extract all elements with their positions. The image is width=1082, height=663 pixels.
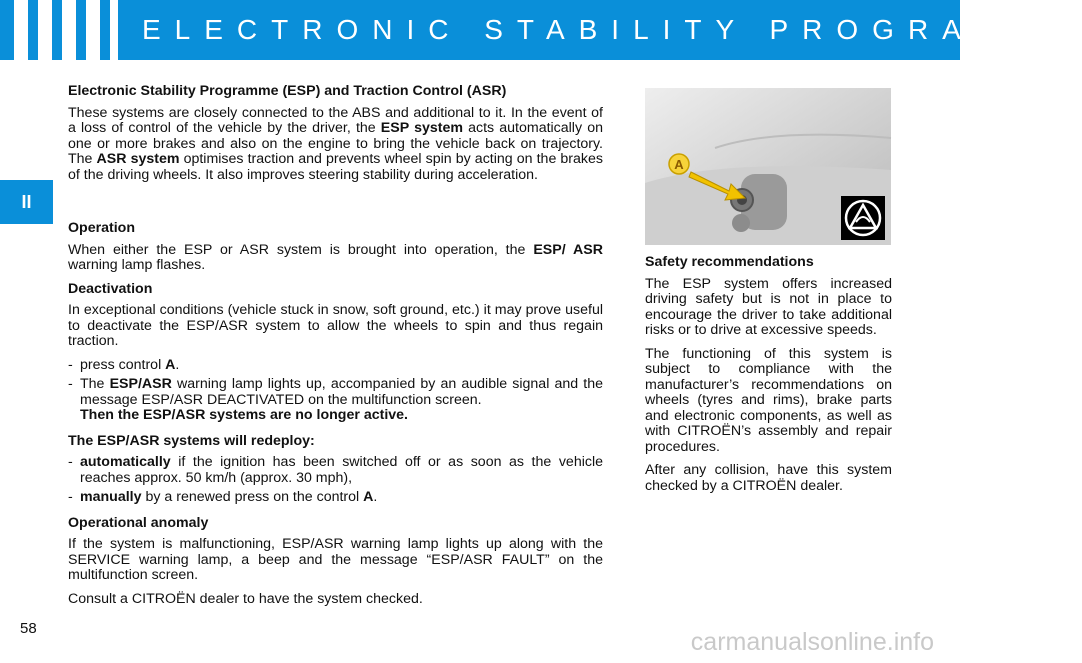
deactivation-paragraph: In exceptional conditions (vehicle stuck in snow, soft ground, etc.) it may prove useful to deactivate the ESP/ASR system to allow the wheels to spin and thus regain traction.	[68, 302, 603, 349]
safety-paragraph: The functioning of this system is subject to compliance with the manufacturer’s recommendations on wheels (tyres and rims), brake parts and electronic components, as well as with CITROËN’s assembly and repair procedures.	[645, 345, 892, 455]
safety-paragraph: After any collision, have this system checked by a CITROËN dealer.	[645, 462, 892, 494]
main-column	[68, 84, 603, 615]
redeploy-heading: The ESP/ASR systems will redeploy:	[68, 432, 315, 449]
list-item: - The ESP/ASR warning lamp lights up, accompanied by an audible signal and the message ESP/ASR DEACTIVATED on the multifunction screen. Then the ESP/ASR systems are no longer active.	[68, 376, 604, 423]
list-item: - automatically if the ignition has been switched off or as soon as the vehicle reaches approx. 50 km/h (approx. 30 mph),	[68, 454, 603, 486]
safety-paragraph: The ESP system offers increased driving safety but is not in place to encourage the driver to take additional risks or to drive at excessive speeds.	[645, 275, 892, 338]
header-bar	[0, 0, 1082, 60]
page-title: ELECTRONIC STABILITY PROGRAMME	[142, 14, 1082, 45]
consult-paragraph: Consult a CITROËN dealer to have the system checked.	[68, 590, 423, 607]
operation-paragraph: When either the ESP or ASR system is brought into operation, the ESP/ ASR warning lamp flashes.	[68, 241, 603, 273]
list-item: - manually by a renewed press on the control A.	[68, 489, 378, 505]
anomaly-heading: Operational anomaly	[68, 514, 209, 531]
page-number: 58	[20, 620, 37, 637]
header-stripe	[62, 0, 76, 60]
header-stripe	[86, 0, 100, 60]
section-tab: II	[0, 180, 53, 224]
section-heading: Electronic Stability Programme (ESP) and Traction Control (ASR)	[68, 83, 507, 99]
svg-text:A: A	[674, 157, 684, 172]
list-item: - press control A.	[68, 356, 180, 373]
anomaly-paragraph: If the system is malfunctioning, ESP/ASR warning lamp lights up along with the SERVICE warning lamp, a beep and the message “ESP/ASR FAULT” on the multifunction screen.	[68, 536, 603, 583]
safety-heading: Safety recommendations	[645, 254, 814, 270]
intro-paragraph: These systems are closely connected to the ABS and additional to it. In the event of a loss of control of the vehicle by the driver, the ESP system acts automatically on one or more brakes and also on the engine to bring the vehicle back on trajectory. The ASR system optimises traction and prevents wheel spin by acting on the brakes of the driving wheels. It also improves steering stability during acceleration.	[68, 104, 604, 183]
header-stripe	[110, 0, 118, 60]
watermark: carmanualsonline.info	[690, 628, 934, 656]
dashboard-photo	[645, 88, 891, 245]
header-stripe	[14, 0, 28, 60]
deactivation-heading: Deactivation	[68, 280, 153, 297]
header-stripe	[38, 0, 52, 60]
side-column	[645, 255, 892, 502]
operation-heading: Operation	[68, 220, 136, 236]
dashboard-illustration	[645, 88, 891, 245]
